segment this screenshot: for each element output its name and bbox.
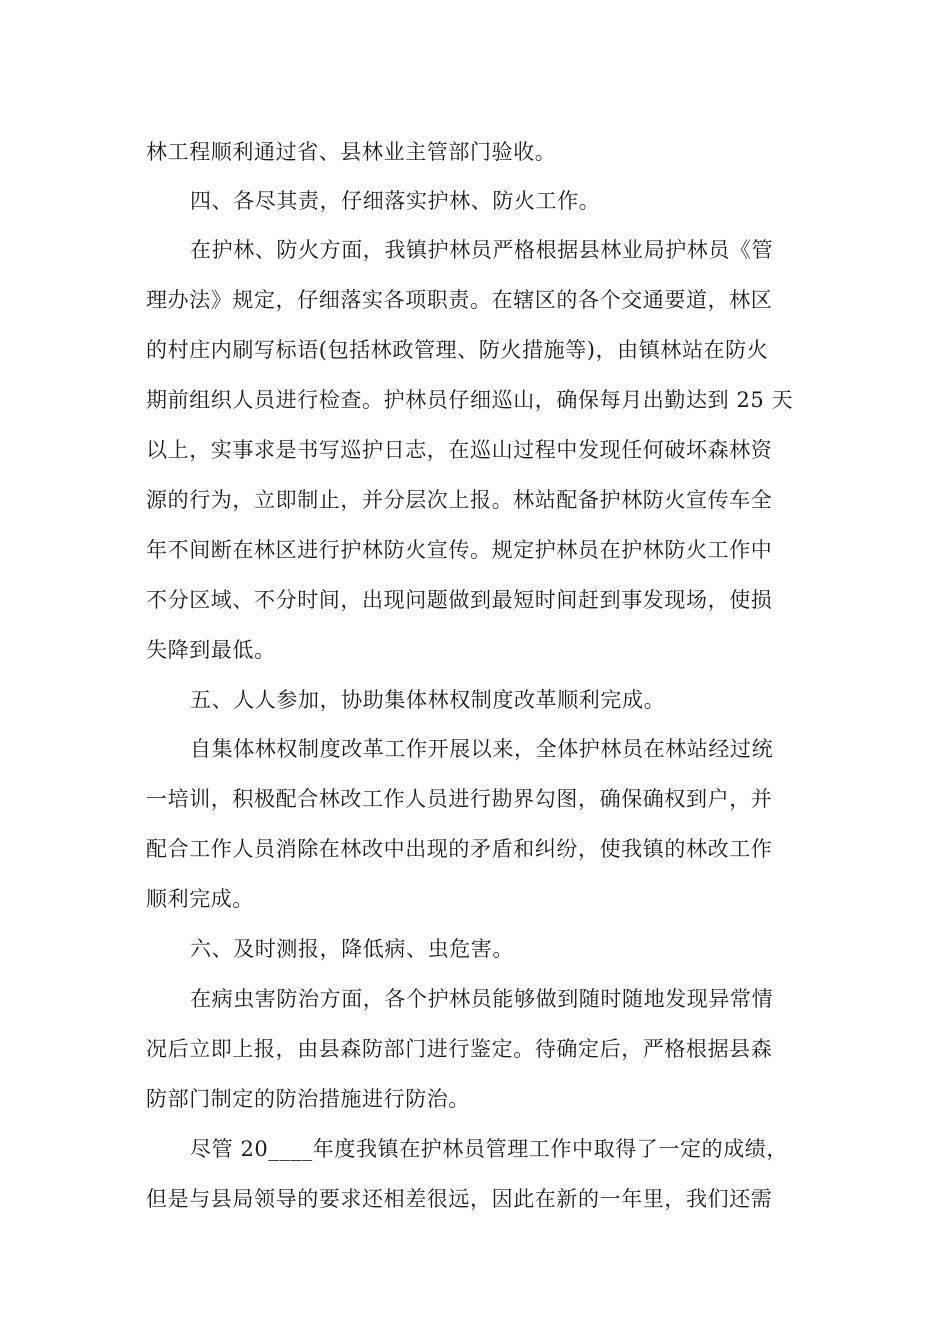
text-line: 顺利完成。	[146, 887, 254, 911]
text-line: 自集体林权制度改革工作开展以来，全体护林员在林站经过统	[190, 737, 774, 761]
text-line: 林工程顺利通过省、县林业主管部门验收。	[146, 140, 557, 164]
text-line: 以上，实事求是书写巡护日志，在巡山过程中发现任何破坏森林资	[146, 438, 773, 462]
section-heading-5: 五、人人参加，协助集体林权制度改革顺利完成。	[190, 688, 666, 712]
text-line: 况后立即上报，由县森防部门进行鉴定。待确定后，严格根据县森	[146, 1037, 773, 1061]
text-line: 一培训，积极配合林改工作人员进行勘界勾图，确保确权到户，并	[146, 787, 773, 811]
text-line: 在病虫害防治方面，各个护林员能够做到随时随地发现异常情	[190, 987, 774, 1011]
text-line: 不分区域、不分时间，出现问题做到最短时间赶到事发现场，使损	[146, 588, 773, 612]
text-line: 在护林、防火方面，我镇护林员严格根据县林业局护林员《管	[190, 238, 774, 262]
text-line: 尽管 20____年度我镇在护林员管理工作中取得了一定的成绩，	[190, 1137, 788, 1161]
section-heading-6: 六、及时测报，降低病、虫危害。	[190, 937, 514, 961]
text-line: 的村庄内刷写标语(包括林政管理、防火措施等)，由镇林站在防火	[146, 338, 769, 362]
text-line: 防部门制定的防治措施进行防治。	[146, 1087, 470, 1111]
section-heading-4: 四、各尽其责，仔细落实护林、防火工作。	[190, 189, 601, 213]
text-line: 失降到最低。	[146, 638, 276, 662]
text-line: 但是与县局领导的要求还相差很远，因此在新的一年里，我们还需	[146, 1187, 773, 1211]
text-line: 配合工作人员消除在林改中出现的矛盾和纠纷，使我镇的林改工作	[146, 837, 773, 861]
text-line: 期前组织人员进行检查。护林员仔细巡山，确保每月出勤达到 25 天	[146, 388, 794, 412]
text-line: 源的行为，立即制止，并分层次上报。林站配备护林防火宣传车全	[146, 488, 773, 512]
text-line: 年不间断在林区进行护林防火宣传。规定护林员在护林防火工作中	[146, 538, 773, 562]
text-line: 理办法》规定，仔细落实各项职责。在辖区的各个交通要道，林区	[146, 288, 773, 312]
